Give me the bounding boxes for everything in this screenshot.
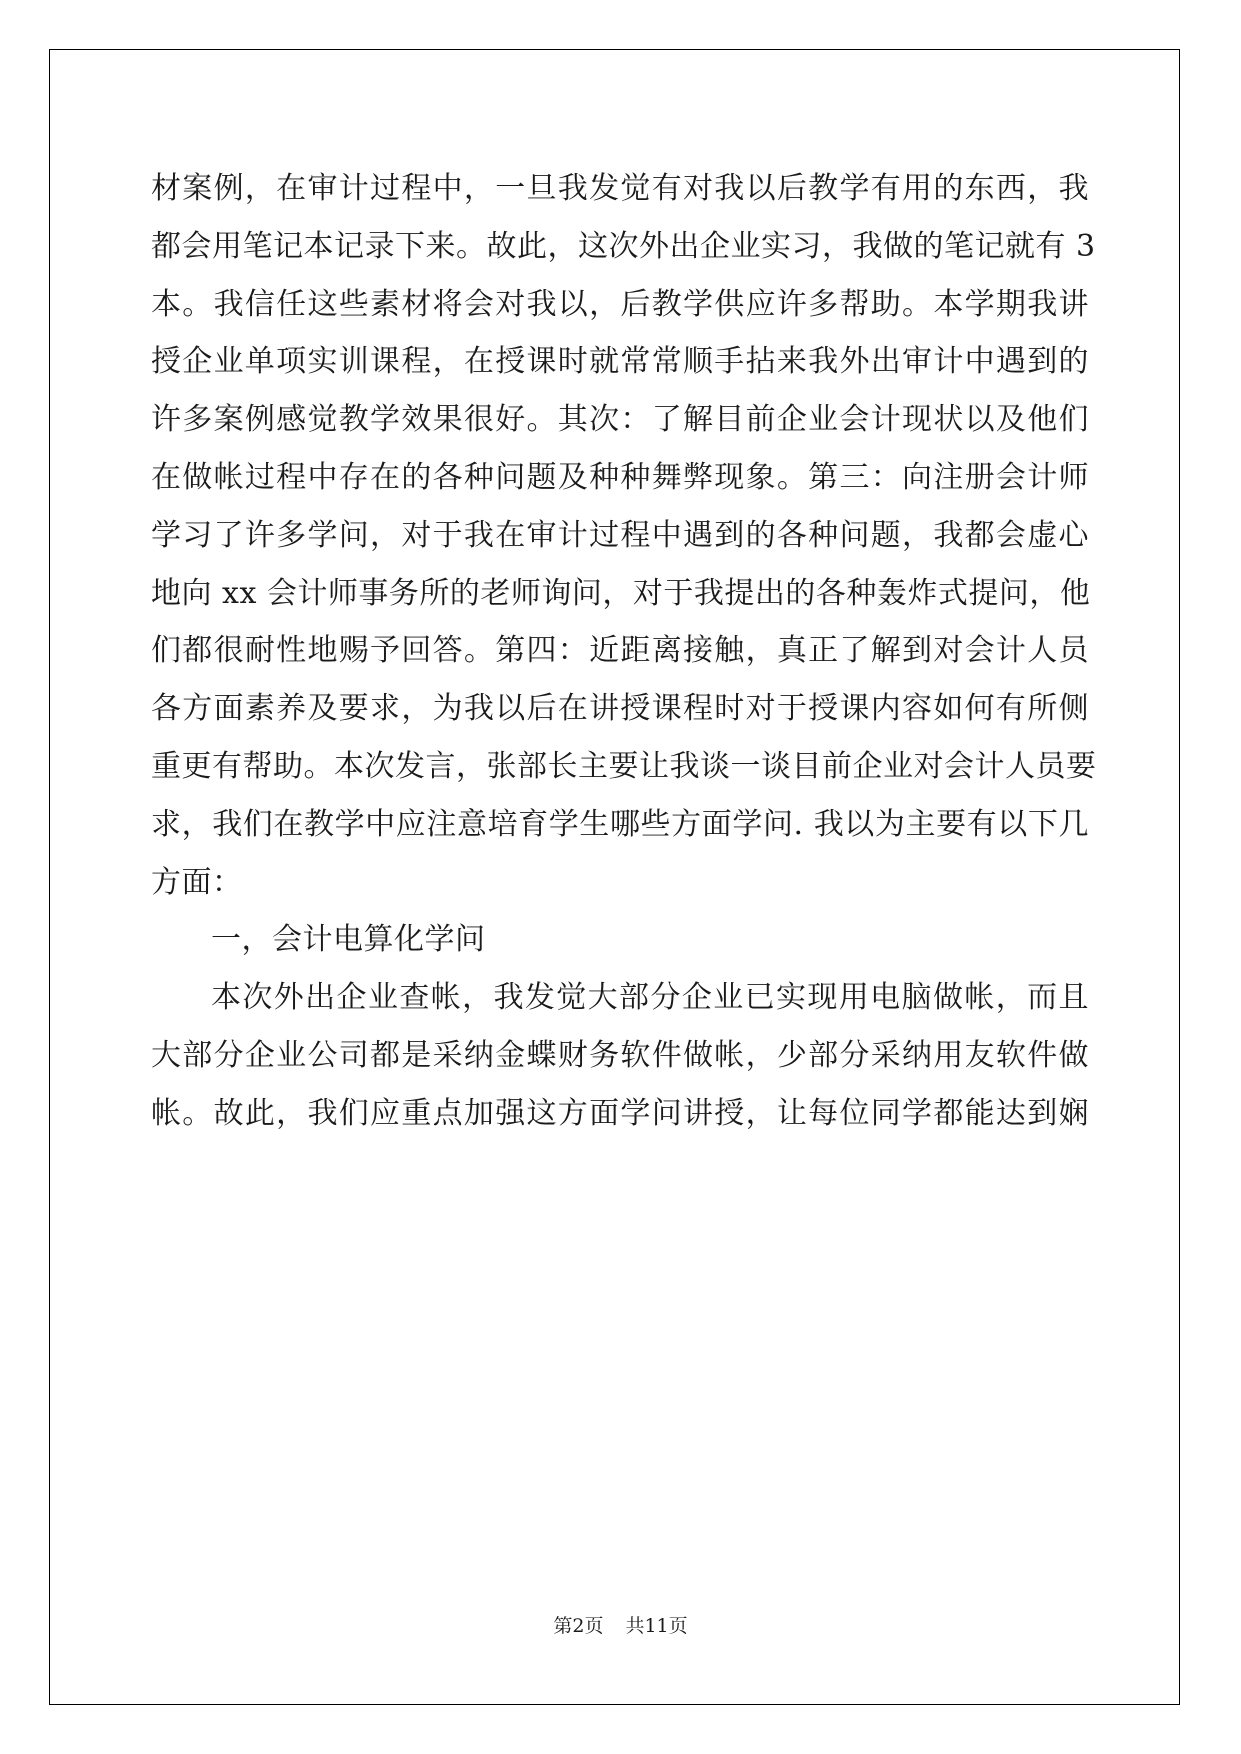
text-line: 求，我们在教学中应注意培育学生哪些方面学问. 我以为主要有以下几: [151, 806, 1089, 842]
text-line: 授企业单项实训课程，在授课时就常常顺手拈来我外出审计中遇到的: [151, 344, 1089, 380]
section-heading: 一，会计电算化学问: [211, 922, 486, 958]
text-line: 帐。故此，我们应重点加强这方面学问讲授，让每位同学都能达到娴: [151, 1095, 1089, 1131]
text-line: 各方面素养及要求，为我以后在讲授课程时对于授课内容如何有所侧: [151, 691, 1089, 727]
text-line: 许多案例感觉教学效果很好。其次：了解目前企业会计现状以及他们: [151, 402, 1089, 438]
text-line: 学习了许多学问，对于我在审计过程中遇到的各种问题，我都会虚心: [151, 517, 1089, 553]
page-total: 共11页: [625, 1615, 688, 1637]
text-line: 材案例，在审计过程中，一旦我发觉有对我以后教学有用的东西，我: [151, 171, 1089, 206]
body-text: [151, 160, 1097, 1143]
page-footer: [0, 1614, 1241, 1638]
text-line: 方面：: [151, 864, 243, 900]
text-line: 都会用笔记本记录下来。故此，这次外出企业实习，我做的笔记就有 3: [151, 228, 1096, 264]
page-number: 第2页: [553, 1615, 604, 1637]
text-line: 地向 xx 会计师事务所的老师询问，对于我提出的各种轰炸式提问，他: [151, 575, 1091, 611]
text-line: 在做帐过程中存在的各种问题及种种舞弊现象。第三：向注册会计师: [151, 459, 1089, 495]
text-line: 大部分企业公司都是采纳金蝶财务软件做帐，少部分采纳用友软件做: [151, 1037, 1089, 1073]
text-line: 们都很耐性地赐予回答。第四：近距离接触，真正了解到对会计人员: [151, 633, 1089, 669]
text-line: 本。我信任这些素材将会对我以，后教学供应许多帮助。本学期我讲: [151, 286, 1089, 322]
paragraph-first-line: 本次外出企业查帐，我发觉大部分企业已实现用电脑做帐，而且: [211, 980, 1089, 1016]
text-line: 重更有帮助。本次发言，张部长主要让我谈一谈目前企业对会计人员要: [151, 748, 1097, 784]
